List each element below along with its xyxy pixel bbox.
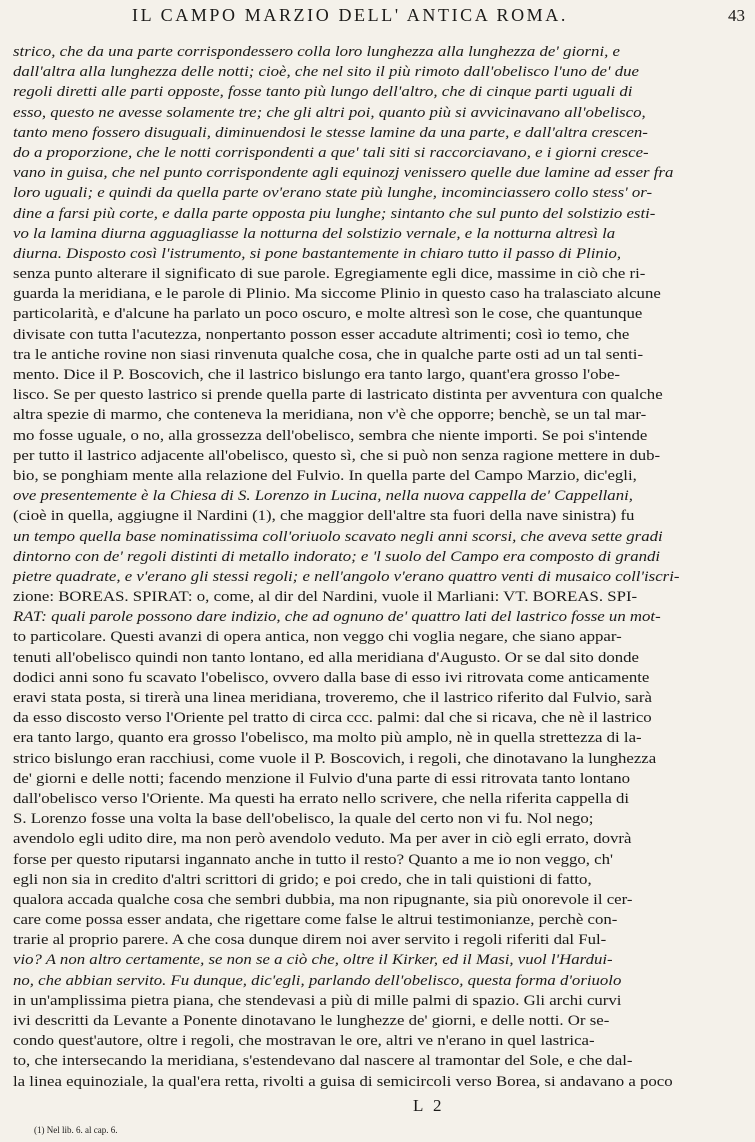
text-line: do a proporzione, che le notti corrispondenti a que' tali siti si raccorciavano, e i giorni cresce-	[13, 144, 649, 161]
text-line: eravi stata posta, si tirerà una linea meridiana, troveremo, che il lastrico riferito dal Fulvio, sarà	[13, 690, 652, 706]
text-line: tenuti all'obelisco quindi non tanto lontano, ed alla meridiana d'Augusto. Or se dal sito donde	[13, 649, 639, 666]
text-line: vo la lamina diurna agguagliasse la notturna del solstizio vernale, e la notturna altresì la	[13, 225, 616, 242]
text-line: qualora accada qualche cosa che sembri dubbia, ma non ripugnante, sia più onorevole il cer-	[13, 891, 633, 908]
text-line: (cioè in quella, aggiugne il Nardini (1), che maggior dell'altre sta fuori della nave sinistra) fu	[13, 508, 635, 525]
text-line: un tempo quella base nominatissima coll'oriuolo scavato negli anni scorsi, che aveva sette gradi	[13, 528, 663, 545]
text-line: tanto meno fossero disuguali, diminuendosi le stesse lamine da una parte, e dall'altra crescen-	[13, 124, 648, 141]
text-line: la linea equinoziale, la qual'era retta, rivolti a guisa di semicircoli verso Borea, si andavano a poco	[13, 1073, 673, 1090]
text-line: bio, se ponghiam mente alla relazione del Fulvio. In quella parte del Campo Marzio, dic'egli,	[13, 467, 637, 484]
text-line: regoli diretti alle parti opposte, fosse tanto più lungo dell'altro, che di cinque parti uguali di	[13, 84, 633, 101]
text-line: egli non sia in credito d'altri scrittori di grido; e poi credo, che in tali quistioni di fatto,	[13, 871, 592, 888]
text-line: care come possa esser andata, che rigettare come false le altrui testimonianze, perchè con-	[13, 912, 618, 929]
running-head	[0, 4, 755, 30]
text-line: divisate con tutta l'acutezza, nonpertanto posson esser accadute altrimenti; così io temo, che	[13, 326, 630, 343]
text-line: zione: BOREAS. SPIRAT: o, come, al dir del Nardini, vuole il Marliani: VT. BOREAS. SPI-	[13, 589, 638, 606]
text-line: strico bislungo eran racchiusi, come vuole il P. Boscovich, i regoli, che dinotavano la lunghezza	[13, 750, 657, 767]
text-line: no, che abbian servito. Fu dunque, dic'egli, parlando dell'obelisco, questa forma d'oriuolo	[13, 972, 622, 989]
text-line: forse per questo riputarsi ingannato anche in tutto il resto? Quanto a me io non veggo, ch'	[13, 851, 614, 868]
text-line: ivi descritti da Levante a Ponente dinotavano le lunghezze de' giorni, e delle notti. Or se-	[13, 1013, 610, 1029]
text-line: loro uguali; e quindi da quella parte ov'erano state più lunghe, incominciassero collo stess' or-	[13, 185, 653, 202]
text-line: altra spezie di marmo, che conteneva la meridiana, non v'è che opporre; benchè, se un tal mar-	[13, 407, 647, 424]
text-line: lisco. Se per questo lastrico si prende quella parte di lastricato distinta per avventura con qualche	[13, 387, 663, 404]
text-line: era tanto largo, quanto era grosso l'obelisco, ma molto più amplo, nè in quella strettezza di la-	[13, 730, 642, 747]
text-line: diurna. Disposto così l'istrumento, si pone bastantemente in chiaro tutto il passo di Plinio,	[13, 245, 622, 262]
text-line: da esso discosto verso l'Oriente pel tratto di circa ccc. palmi: dal che si ricava, che nè il lastrico	[13, 710, 652, 727]
text-line: dall'altra alla lunghezza delle notti; cioè, che nel sito il più rimoto dall'obelisco l'uno de' due	[13, 64, 639, 81]
text-line: per tutto il lastrico adjacente all'obelisco, questo sì, che si può non senza ragione mettere in dub-	[13, 447, 661, 464]
text-line: particolarità, e d'alcune ha parlato un poco oscuro, e molte altresì son le cose, che quantunque	[13, 306, 643, 323]
text-line: pietre quadrate, e v'erano gli stessi regoli; e nell'angolo v'erano quattro venti di musaico coll'iscri-	[13, 568, 680, 585]
text-line: dodici anni sono fu scavato l'obelisco, ovvero dalla base di esso ivi ritrovata come anticamente	[13, 669, 650, 686]
signature-mark: L 2	[413, 1096, 445, 1115]
text-line: esso, questo ne avesse solamente tre; che gli altri poi, quanto più si avvicinavano all'obelisco,	[13, 104, 646, 121]
text-line: mento. Dice il P. Boscovich, che il lastrico bislungo era tanto largo, quant'era grosso l'obe-	[13, 367, 620, 383]
page-title: IL CAMPO MARZIO DELL' ANTICA ROMA.	[132, 5, 568, 25]
text-line: ove presentemente è la Chiesa di S. Lorenzo in Lucina, nella nuova cappella de' Cappellani,	[13, 488, 633, 505]
body-text	[13, 42, 747, 1092]
text-line: tra le antiche rovine non siasi rinvenuta qualche cosa, che in qualche parte osti ad un tal senti-	[13, 346, 644, 363]
footnote: (1) Nel lib. 6. al cap. 6.	[34, 1125, 118, 1135]
text-line: to, che intersecando la meridiana, s'estendevano dal nascere al tramontar del Sole, e che dal-	[13, 1053, 633, 1070]
text-line: vio? A non altro certamente, se non se a ciò che, oltre il Kirker, ed il Masi, vuol l'Hardui-	[13, 952, 613, 969]
text-line: dine a farsi più corte, e dalla parte opposta piu lunghe; sintanto che sul punto del solstizio esti-	[13, 205, 656, 222]
text-line: dall'obelisco verso l'Oriente. Ma questi ha errato nello scrivere, che nella riferita cappella di	[13, 790, 630, 807]
text-line: to particolare. Questi avanzi di opera antica, non veggo chi voglia negare, che siano appar-	[13, 629, 622, 646]
text-line: avendolo egli udito dire, ma non però avendolo veduto. Ma per aver in ciò egli errato, dovrà	[13, 831, 632, 848]
text-line: strico, che da una parte corrispondessero colla loro lunghezza alla lunghezza de' giorni, e	[13, 44, 620, 60]
page-number: 43	[728, 6, 745, 25]
text-line: de' giorni e delle notti; facendo menzione il Fulvio d'una parte di essi ritrovata tanto lontano	[13, 770, 631, 787]
text-line: vano in guisa, che nel punto corrispondente agli equinozj venissero quelle due lamine ad esser fra	[13, 165, 674, 182]
text-line: RAT: quali parole possono dare indizio, che ad ognuno de' quattro lati del lastrico fosse un mot-	[13, 609, 661, 626]
text-line: trarie al proprio parere. A che cosa dunque direm noi aver servito i regoli riferiti dal Ful-	[13, 932, 607, 949]
text-line: in un'amplissima pietra piana, che stendevasi a più di mille palmi di spazio. Gli archi curvi	[13, 992, 622, 1009]
text-line: condo quest'autore, oltre i regoli, che mostravan le ore, altri ve n'erano in quel lastrica-	[13, 1033, 595, 1050]
text-line: guarda la meridiana, e le parole di Plinio. Ma siccome Plinio in questo caso ha tralasciato alcune	[13, 286, 661, 303]
text-line: mo fosse uguale, o no, alla grossezza dell'obelisco, sembra che niente importi. Se poi s'intende	[13, 427, 648, 444]
text-line: dintorno con de' regoli distinti di metallo indorato; e 'l suolo del Campo era composto di grandi	[13, 548, 661, 565]
text-line: S. Lorenzo fosse una volta la base dell'obelisco, la quale del certo non vi fu. Nol nego;	[13, 811, 594, 828]
text-line: senza punto alterare il significato di sue parole. Egregiamente egli dice, massime in ciò che ri-	[13, 266, 646, 283]
